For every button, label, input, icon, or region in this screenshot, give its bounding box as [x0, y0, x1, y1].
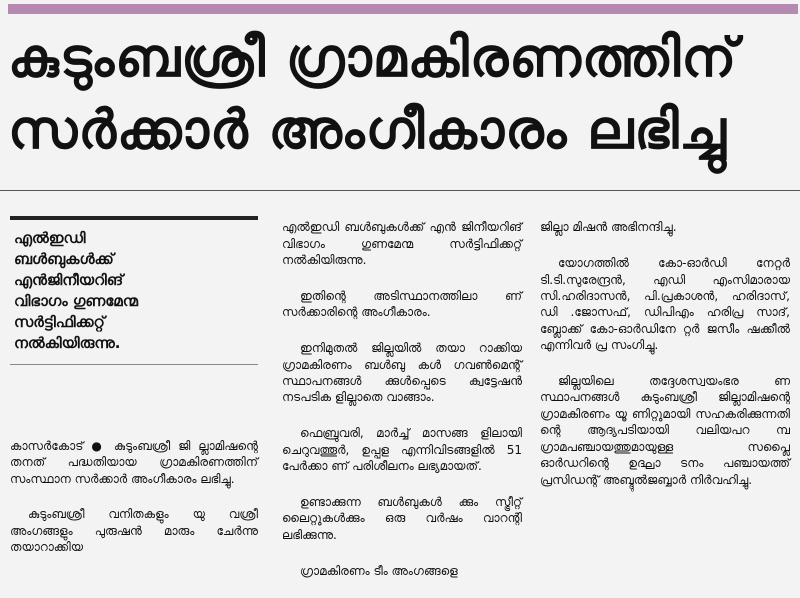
col1-paragraph-2: കുടുംബശ്രീ വനിതകളും യു വശ്രീ അംഗങ്ങളും പുരുഷൻ മാരും ചേർന്നു തയാറാക്കിയ — [10, 507, 258, 555]
col2-paragraph-2: ഇതിന്റെ അടിസ്ഥാനത്തിലാ ണ് സർക്കാരിന്റെ അംഗീകാരം. — [282, 289, 522, 320]
col2-paragraph-1: എൽഇഡി ബൾബുകൾക്ക് എൻ ജിനീയറിങ് വിഭാഗം ഗുണമേന്മ സർട്ടിഫിക്കറ്റ് നൽകിയിരുന്നു. — [282, 220, 522, 268]
pull-quote: എൽഇഡി ബൾബുകൾക്ക് എൻജിനീയറിങ് വിഭാഗം ഗുണമേന്മ സർട്ടിഫിക്കറ്റ് നൽകിയിരുന്നു. — [10, 216, 258, 365]
column-3 — [540, 203, 790, 507]
col1-p1-text: കുടുംബശ്രീ ജി ല്ലാമിഷന്റെ തനത് പദ്ധതിയായ ഗ്രാമകിരണത്തിന് സംസ്ഥാന സർക്കാർ അംഗീകാരം ലഭിച്ചു. — [10, 438, 258, 486]
dateline: കാസർകോട് — [10, 438, 84, 453]
headline — [8, 22, 788, 166]
headline-divider — [0, 190, 800, 191]
col2-paragraph-6: ഗ്രാമകിരണം ടീം അംഗങ്ങളെ — [300, 563, 458, 578]
headline-line-2: സർക്കാർ അംഗീകാരം ലഭിച്ചു — [8, 98, 727, 161]
col3-paragraph-3: ജില്ലയിലെ തദ്ദേശസ്വയംഭര ണ സ്ഥാപനങ്ങൾ കുടുംബശ്രീ ജില്ലാമിഷന്റെ ഗ്രാമകിരണം യൂ ണിറ്റുമായി സഹകരിക്കുന്നതി ന്റെ ആദ്യപടിയായി വലിയപറ മ്പ ഗ്രാമപഞ്ചായത്തുമായുള്ള സപ്ലൈ ഓർഡറിന്റെ ഉദ്ഘാ ടനം പഞ്ചായത്ത് പ്രസിഡന്റ് അബ്ദുൽജബ്ബാർ നിർവഹിച്ചു. — [540, 374, 790, 487]
column-2 — [282, 203, 522, 598]
col3-paragraph-2: യോഗത്തിൽ കോ-ഓർഡി നേറ്റർ ടി.ടി.സുരേന്ദ്രൻ, എഡി എംസിമാരായ സി.ഹരിദാസൻ, പി.പ്രകാശൻ, ഹരിദാസ്, ഡി .ജോസഫ്, ഡിപിഎം ഹരിപ്ര സാദ്, ബ്ലോക്ക് കോ-ഓർഡിനേ റ്റർ ജസീം ഷക്കീൽ എന്നിവർ പ്ര സംഗിച്ചു. — [540, 256, 790, 353]
top-color-rule — [8, 4, 798, 14]
col2-paragraph-5: ഉണ്ടാക്കുന്ന ബൾബുകൾ ക്കും സ്ട്രീറ്റ് ലൈറ്റുകൾക്കും ഒരു വർഷം വാറന്റി ലഭിക്കുന്നു. — [282, 494, 522, 542]
col3-paragraph-1: ജില്ലാ മിഷൻ അഭിനന്ദിച്ചു. — [540, 220, 677, 235]
headline-line-1: കുടുംബശ്രീ ഗ്രാമകിരണത്തിന് — [8, 26, 738, 89]
col1-paragraph-1 — [10, 438, 258, 487]
col2-paragraph-3: ഇനിമുതൽ ജില്ലയിൽ തയാ റാക്കിയ ഗ്രാമകിരണം ബൾബു കൾ ഗവൺമെന്റ് സ്ഥാപനങ്ങൾ ക്കുൾപ്പെടെ ക്വട്ടേഷൻ നടപടിക ളില്ലാതെ വാങ്ങാം. — [282, 341, 522, 405]
col2-paragraph-4: ഫെബ്രുവരി, മാർച്ച് മാസങ്ങ ളിലായി ചെറുവത്തൂർ, ഉപ്പള എന്നിവിടങ്ങളിൽ 51 പേർക്കാ ണ് പരിശീലനം ലഭ്യമായത്. — [282, 426, 522, 474]
bullet-icon: ● — [91, 438, 106, 453]
column-1 — [10, 200, 258, 575]
